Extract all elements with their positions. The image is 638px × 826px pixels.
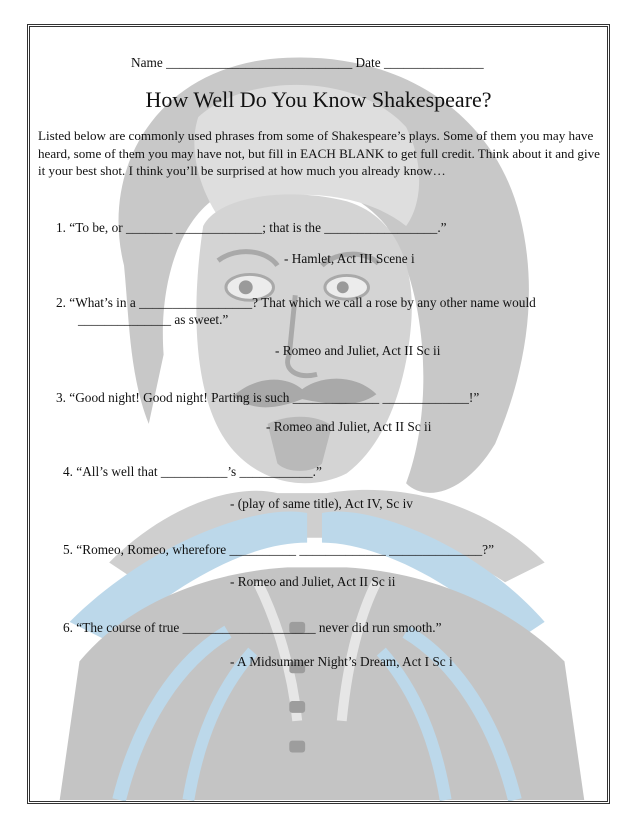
- question-2-source: - Romeo and Juliet, Act II Sc ii: [275, 343, 441, 358]
- question-5-source: - Romeo and Juliet, Act II Sc ii: [230, 574, 396, 589]
- worksheet-page: [27, 24, 610, 804]
- question-2[interactable]: 2. “What’s in a _________________? That which we call a rose by any other name would: [56, 295, 536, 310]
- question-6[interactable]: 6. “The course of true ____________________ never did run smooth.”: [63, 620, 442, 635]
- worksheet-title: How Well Do You Know Shakespeare?: [145, 87, 492, 112]
- question-3-source: - Romeo and Juliet, Act II Sc ii: [266, 419, 432, 434]
- question-4-source: - (play of same title), Act IV, Sc iv: [230, 496, 413, 511]
- question-5[interactable]: 5. “Romeo, Romeo, wherefore __________ _____________ ______________?”: [63, 542, 494, 557]
- name-date-line[interactable]: Name ____________________________ Date _______________: [131, 55, 484, 70]
- question-3[interactable]: 3. “Good night! Good night! Parting is such _____________ _____________!”: [56, 390, 480, 405]
- question-1-source: - Hamlet, Act III Scene i: [284, 251, 415, 266]
- question-4[interactable]: 4. “All’s well that __________’s ___________.”: [63, 464, 322, 479]
- question-2-continued[interactable]: ______________ as sweet.”: [78, 312, 229, 327]
- instructions-paragraph: Listed below are commonly used phrases from some of Shakespeare’s plays. Some of them you may have heard, some of them you may have not, but fill in EACH BLANK to get full credit. Think about it and give it your best shot. I think you’ll be surprised at how much you already know…: [38, 128, 600, 178]
- question-6-source: - A Midsummer Night’s Dream, Act I Sc i: [230, 654, 453, 669]
- question-1[interactable]: 1. “To be, or _______ _____________; that is the _________________.”: [56, 220, 447, 235]
